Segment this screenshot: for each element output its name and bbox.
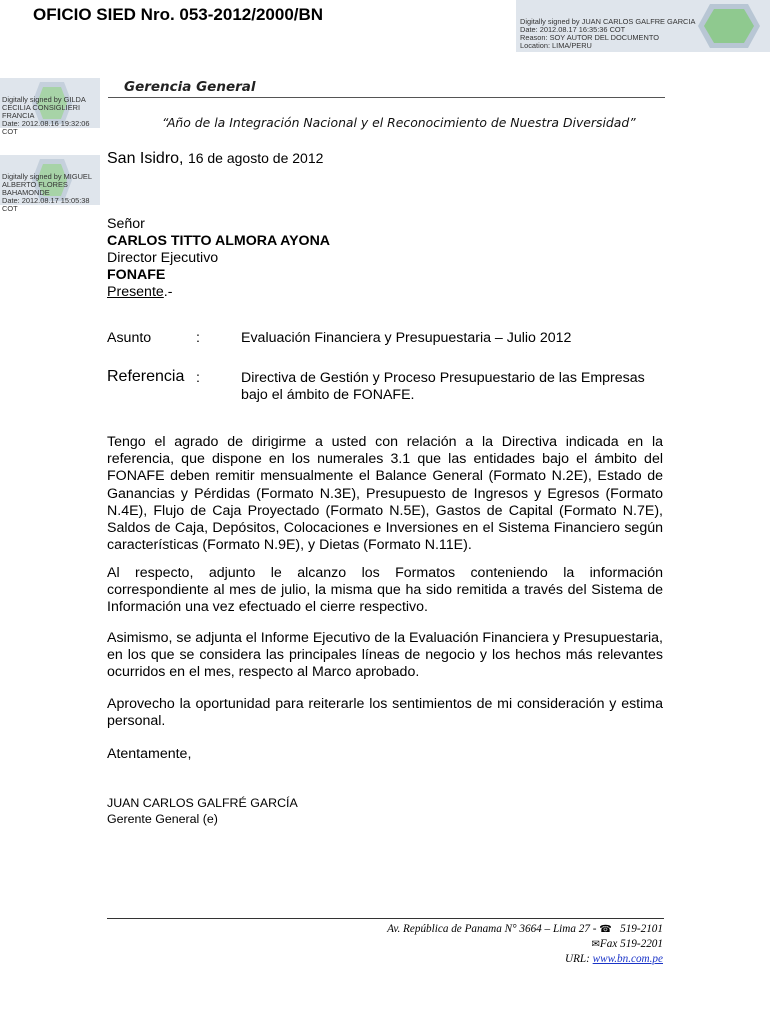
website-link[interactable]: www.bn.com.pe — [592, 953, 663, 965]
referencia-value: Directiva de Gestión y Proceso Presupuestario de las Empresas bajo el ámbito de FONAFE. — [241, 370, 645, 403]
footer-url-line — [387, 952, 663, 967]
footer-url-label: URL: — [564, 953, 590, 965]
addressee-org: FONAFE — [107, 267, 166, 283]
year-motto: “Año de la Integración Nacional y el Reconocimiento de Nuestra Diversidad” — [162, 115, 636, 130]
fax-icon: ✉ — [591, 939, 600, 950]
signer-title: Gerente General (e) — [107, 812, 218, 826]
signature-text: Digitally signed by MIGUEL ALBERTO FLORES BAHAMONDE Date: 2012.08.17 15:05:38 COT — [2, 172, 92, 213]
addressee-position: Director Ejecutivo — [107, 250, 219, 266]
footer-fax: Fax 519-2201 — [599, 938, 663, 950]
referencia-colon: : — [196, 370, 200, 386]
footer-divider — [107, 918, 664, 919]
paragraph-4: Aprovecho la oportunidad para reiterarle los sentimientos de mi consideración y estima personal. — [107, 696, 663, 730]
letter-date: 16 de agosto de 2012 — [187, 150, 324, 166]
signature-valid-icon — [696, 2, 762, 50]
signer-block — [107, 795, 298, 827]
footer-block — [387, 922, 663, 967]
phone-icon: ☎ — [599, 924, 612, 935]
place: San Isidro, — [107, 150, 184, 167]
addressee-block — [107, 216, 330, 301]
signer-name: JUAN CARLOS GALFRÉ GARCÍA — [107, 796, 298, 810]
salutation: Señor — [107, 216, 145, 232]
footer-address-line — [387, 922, 663, 937]
department-title: Gerencia General — [124, 79, 256, 95]
footer-phone: 519-2101 — [620, 923, 663, 935]
digital-signature-left-1[interactable] — [0, 78, 100, 136]
paragraph-1: Tengo el agrado de dirigirme a usted con relación a la Directiva indicada en la referencia, que dispone en los numerales 3.1 que las entidades bajo el ámbito del FONAFE deben remitir mensualmente el Balance General (Formato N.2E), Estado de Ganancias y Pérdidas (Formato N.3E), Presupuesto de Ingresos y Egresos (Formato N.4E), Flujo de Caja Proyectado (Formato N.5E), Gastos de Capital (Formato N.7E), Saldos de Caja, Depósitos, Colocaciones e Inversiones en el Sistema Financiero según características (Formato N.9E), y Dietas (Formato N.11E). — [107, 434, 663, 554]
digital-signature-top[interactable] — [516, 0, 770, 52]
signature-text: Digitally signed by GILDA CECILIA CONSIGLIERI FRANCIA Date: 2012.08.16 19:32:06 COT — [2, 95, 90, 136]
footer-address: Av. República de Panama N° 3664 – Lima 27 - — [387, 923, 597, 935]
paragraph-2: Al respecto, adjunto le alcanzo los Formatos conteniendo la información correspondiente al mes de julio, la misma que ha sido remitida a través del Sistema de Información una vez efectuado el cierre respectivo. — [107, 565, 663, 616]
asunto-value: Evaluación Financiera y Presupuestaria – Julio 2012 — [241, 330, 572, 346]
asunto-colon: : — [196, 330, 200, 346]
paragraph-3: Asimismo, se adjunta el Informe Ejecutivo de la Evaluación Financiera y Presupuestaria, en los que se considera las principales líneas de negocio y los hechos más relevantes ocurridos en el mes, respecto al Marco aprobado. — [107, 630, 663, 681]
closing: Atentamente, — [107, 746, 192, 762]
referencia-label: Referencia — [107, 368, 185, 385]
footer-fax-line — [387, 937, 663, 952]
presente: Presente.- — [107, 284, 173, 300]
asunto-label: Asunto — [107, 330, 152, 346]
addressee-name: CARLOS TITTO ALMORA AYONA — [107, 233, 331, 249]
oficio-number: OFICIO SIED Nro. 053-2012/2000/BN — [33, 5, 324, 24]
place-date — [107, 150, 323, 168]
signature-text: Digitally signed by JUAN CARLOS GALFRE GARCIA Date: 2012.08.17 16:35:36 COT Reason: SOY AUTOR DEL DOCUMENTO Location: LIMA/PERU — [520, 17, 696, 50]
header-divider — [108, 97, 665, 98]
digital-signature-left-2[interactable] — [0, 155, 100, 213]
